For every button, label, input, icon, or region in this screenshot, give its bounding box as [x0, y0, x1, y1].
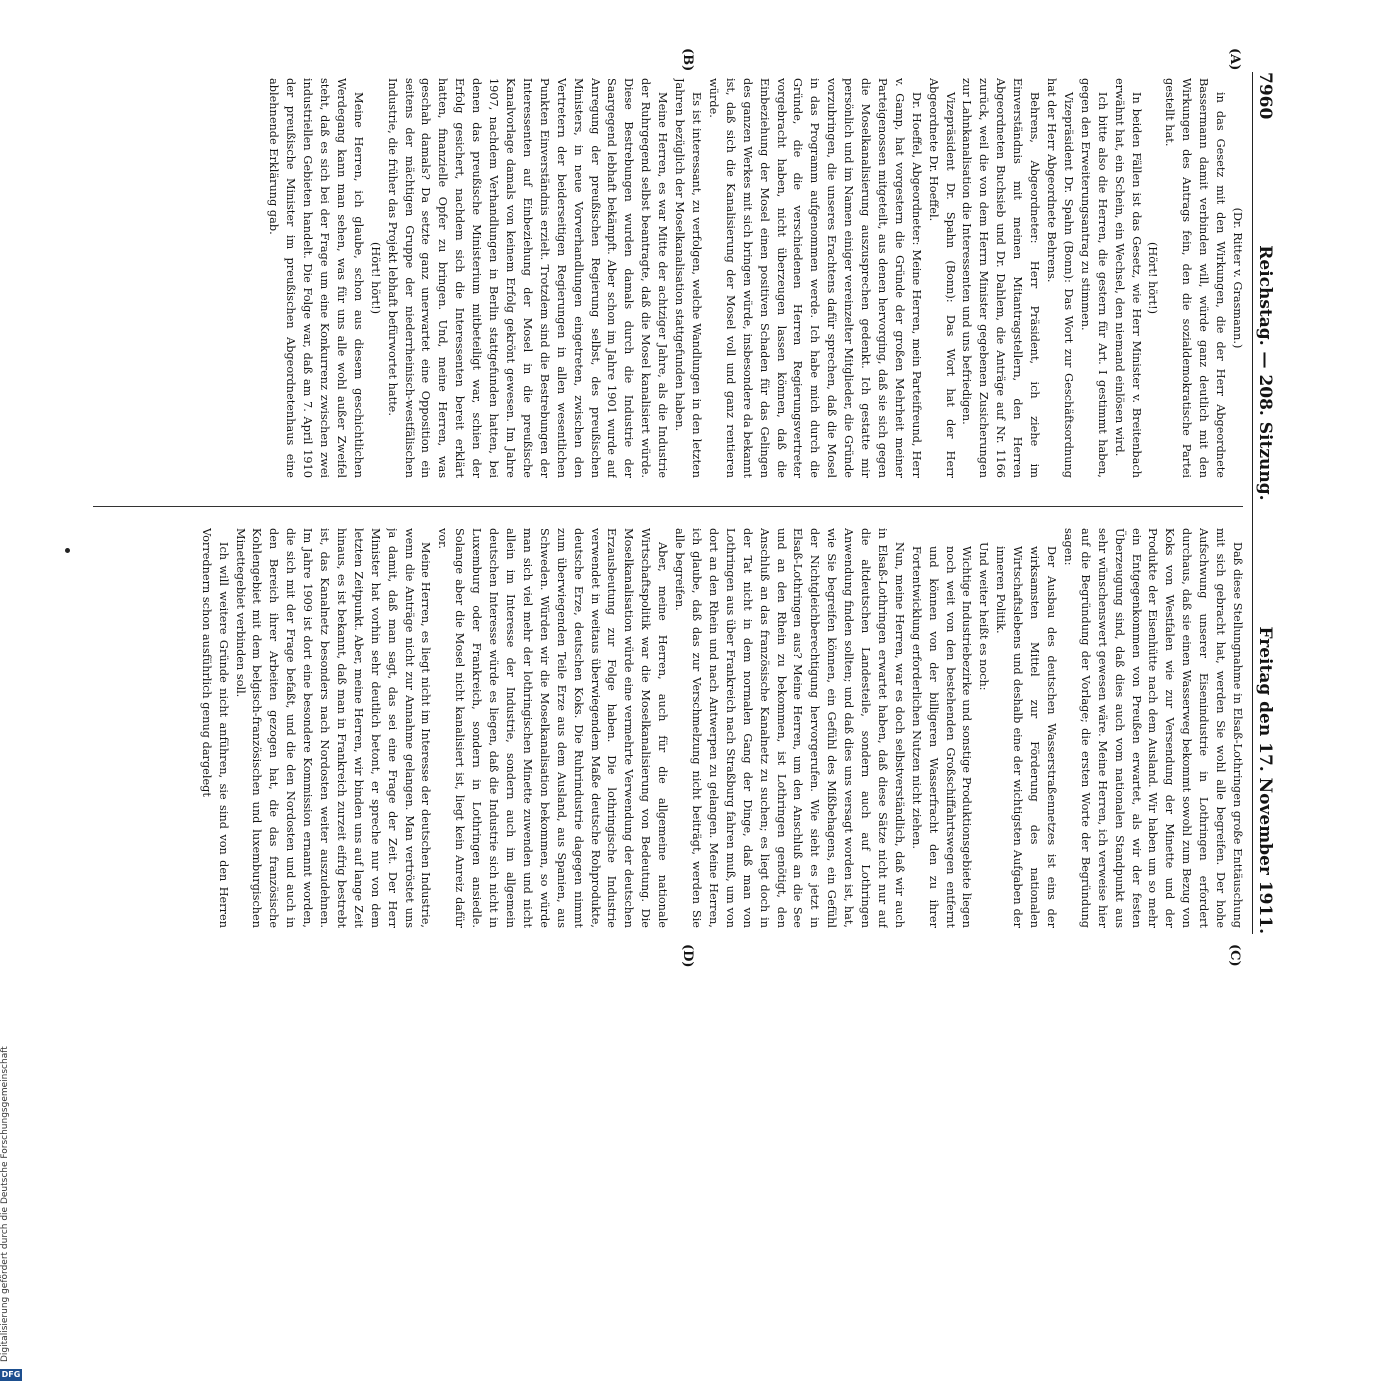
column-divider	[93, 506, 1243, 507]
paragraph: Meine Herren, es war Mitte der achtziger Jahre, als die Industrie der Ruhrgegend selbst beantragte, daß die Mosel kanalisiert würde. Diese Bestrebungen wurden damals durch die Industrie der Saargegend lebhaft bekämpft. Aber schon im Jahre 1901 wurde auf Anregung der preußischen Regierung selbst, des preußischen Ministers, in neue Vorverhandlungen eingetreten, zwischen den Vertretern der beiderseitigen Regierungen in allen wesentlichen Punkten Einverständnis erzielt. Trotzdem sind die Bestrebungen der Interessenten auf Einbeziehung der Mosel in die preußische Kanalvorlage damals von keinem Erfolg gekrönt gewesen. Im Jahre 1907, nachdem Verhandlungen in Berlin stattgefunden hatten, bei denen das preußische Ministerium mitbeteiligt war, schien der Erfolg gesichert, nachdem sich die Interessenten bereit erklärt hatten, finanzielle Opfer zu bringen. Und, meine Herren, was geschah damals? Da setzte ganz unerwartet eine Opposition ein seitens der mächtigen Gruppe der niederrheinisch-westfälischen Industrie, die früher das Projekt lebhaft befürwortet hatte.	[385, 78, 670, 478]
paragraph: Es ist interessant, zu verfolgen, welche Wandlungen in den letzten Jahren bezüglich der Moselkanalisation stattgefunden haben.	[673, 78, 703, 478]
page-number: 7960	[1255, 72, 1275, 120]
paragraph: Nun, meine Herren, war es doch selbstverständlich, daß wir auch in Elsaß-Lothringen erwartet haben, daß diese Sätze nicht nur auf die altdeutschen Landesteile, sondern auch auf Lothringen Anwendung finden sollten; und daß dies uns versagt worden ist, hat, wie Sie begreifen können, ein Gefühl des Mißbehagens, ein Gefühl der Nichtgleichberechtigung hervorgerufen. Wie sieht es jetzt in Elsaß-Lothringen aus? Meine Herren, um den Anschluß an die See und an den Rhein zu bekommen, ist Lothringen genötigt, den Anschluß an das französische Kanalnetz zu suchen; es liegt doch in der Tat nicht in dem normalen Gang der Dinge, daß man von Lothringen aus über Frankreich nach Straßburg fahren muß, um von dort an den Rhein und nach Antwerpen zu gelangen. Meine Herren, ich glaube, daß das zur Verschmelzung nicht beiträgt, werden Sie alle begreifen.	[673, 528, 906, 928]
paragraph: In beiden Fällen ist das Gesetz, wie Herr Minister v. Breitenbach erwähnt hat, ein Schein, ein Wechsel, den niemand einlösen wird.	[1112, 78, 1143, 478]
paragraph: Aber, meine Herren, auch für die allgemeine nationale Wirtschaftspolitik war die Moselkanalisierung von Bedeutung. Die Moselkanalisation würde eine vermehrte Verwendung der deutschen Erzausbeutung zur Folge haben. Die lothringische Industrie verwendet in weitaus überwiegendem Maße deutsche Rohprodukte, deutsche Erze, deutschen Koks. Die Ruhrindustrie dagegen nimmt zum überwiegenden Teile Erze aus dem Ausland, aus Spanien, aus Schweden. Würden wir die Moselkanalisation bekommen, so würde man sich viel mehr der lothringischen Minette zuwenden und nicht allein im Interesse der Industrie, sondern auch im allgemein deutschen Interesse würde es liegen, daß die Industrie sich nicht in Luxemburg oder Frankreich, sondern in Lothringen ansiedle. Solange aber die Mosel nicht kanalisiert ist, liegt kein Anreiz dafür vor.	[436, 528, 670, 928]
paragraph: Und weiter heißt es noch:	[977, 542, 991, 691]
margin-marker-d: (D)	[680, 944, 695, 968]
paragraph: Daß diese Stellungnahme in Elsaß-Lothringen große Enttäuschung mit sich gebracht hat, werden Sie wohl alle begreifen. Der hohe Aufschwung unserer Eisenindustrie in Lothringen erfordert durchaus, daß sie einen Wasserweg bekommt sowohl zum Bezug von Koks von Westfalen wie zur Versendung der Minette und der Produkte der Eisenhütte nach dem Ausland. Wir haben um so mehr ein Entgegenkommen von Preußen erwartet, als wir der festen Überzeugung sind, daß dies auch vom nationalen Standpunkt aus sehr wünschenswert gewesen wäre. Meine Herren, ich verweise hier auf die Begründung der Vorlage; die ersten Worte der Begründung sagen:	[1061, 528, 1244, 928]
ink-dot	[65, 548, 70, 553]
paragraph: (Dr. Ritter v. Grasmann.)	[1231, 207, 1244, 349]
paragraph: Vizepräsident Dr. Spahn (Bonn): Das Wort zur Geschäftsordnung hat der Herr Abgeordnete Behrens.	[1045, 78, 1075, 478]
page-date: Freitag den 17. November 1911.	[1255, 626, 1275, 934]
digitization-credit: Digitalisierung gefördert durch die Deutsche Forschungsgemeinschaft	[0, 1046, 10, 1362]
margin-marker-b: (B)	[680, 48, 695, 72]
paragraph: Wichtige Industriebezirke und sonstige Produktionsgebiete liegen noch weit von den bestehenden Großschiffahrtswegen entfernt und können von der billigeren Wasserfracht den zu ihrer Fortentwicklung erforderlichen Nutzen nicht ziehen.	[909, 546, 974, 928]
right-text-column	[83, 528, 1245, 928]
paragraph: Meine Herren, es liegt nicht im Interesse der deutschen Industrie, wenn die Anträge nicht zur Annahme gelangen. Man vertröstet uns ja damit, daß man sagt, das sei eine Frage der Zeit. Der Herr Minister hat vorhin sehr deutlich betont, er spreche nur von dem letzten Zeitpunkt. Aber, meine Herren, wir binden uns auf lange Zeit hinaus, es ist bekannt, daß man in Frankreich zurzeit eifrig bestrebt ist, das Kanalnetz besonders nach Nordosten weiter auszudehnen. Im Jahre 1909 ist dort eine besondere Kommission ernannt worden, die sich mit der Frage befaßt, und die den Nordosten und auch in den Bereich ihrer Arbeiten gezogen hat, die das französische Kohlengebiet mit dem belgisch-französischen und luxemburgischen Minettegebiet verbinden soll.	[233, 528, 433, 928]
dfg-logo: DFG	[1, 1370, 21, 1379]
paragraph: in das Gesetz mit den Wirkungen, die der Herr Abgeordnete Bassermann damit verbinden will, würde ganz deutlich mit den Wirkungen des Antrags fein, den die sozialdemokratische Partei gestellt hat.	[1163, 78, 1228, 478]
paragraph: Ich will weitere Gründe nicht anführen, sie sind von den Herren Vorrednern schon ausführlich genug dargelegt	[199, 528, 230, 928]
left-text-column	[83, 78, 1245, 478]
margin-marker-a: (A)	[1227, 48, 1242, 71]
paragraph: (Hört! hört!)	[1146, 241, 1160, 315]
page-title: Reichstag. — 208. Sitzung.	[1255, 245, 1275, 501]
paragraph: Behrens, Abgeordneter: Herr Präsident, ich ziehe im Einverständnis mit meinen Mitantragstellern, den Herren Abgeordneten Buchsieb und Dr. Dahlem, die Anträge auf Nr. 1166 zurück, weil die von dem Herrn Minister gegebenen Zusicherungen zur Lahnkanalisation die Interessenten und uns befriedigen.	[960, 78, 1042, 478]
paragraph: Ich bitte also die Herren, die gestern für Art. I gestimmt haben, gegen den Erweiterungsantrag zu stimmen.	[1078, 78, 1109, 478]
page-header	[1252, 72, 1275, 934]
margin-marker-c: (C)	[1227, 944, 1242, 967]
paragraph: Dr. Hoeffel, Abgeordneter: Meine Herren, mein Parteifreund, Herr v. Gamp, hat vorgestern die Gründe der großen Mehrheit meiner Parteigenossen mitgeteilt, aus denen hervorging, daß sie sich gegen die Moselkanalisierung auszusprechen gedenkt. Ich gestatte mir persönlich und im Namen einiger vereinzelter Mitglieder, die Gründe vorzubringen, die unseres Erachtens dafür sprechen, daß die Mosel in das Programm aufgenommen werde. Ich habe mich durch die Gründe, die die verschiedenen Herren Regierungsvertreter vorgebracht haben, nicht überzeugen lassen können, daß die Einbeziehung der Mosel einen positiven Schaden für das Gelingen des ganzen Werkes mit sich bringen würde, insbesondere da bekannt ist, daß sich die Kanalisierung der Mosel voll und ganz rentieren würde.	[706, 78, 923, 478]
paragraph: Meine Herren, ich glaube, schon aus diesem geschichtlichen Werdegang kann man sehen, was für uns alle wohl außer Zweifel steht, daß es sich bei der Frage um eine Konkurrenz zwischen zwei industriellen Gebieten handelt. Die Folge war, daß am 7. April 1910 der preußische Minister im preußischen Abgeordnetenhaus eine ablehnende Erklärung gab.	[267, 78, 365, 478]
paragraph: Der Ausbau des deutschen Wasserstraßennetzes ist eins der wirksamsten Mittel zur Förderung des nationalen Wirtschaftslebens und deshalb eine der wichtigsten Aufgaben der inneren Politik.	[994, 546, 1059, 928]
paragraph: Vizepräsident Dr. Spahn (Bonn): Das Wort hat der Herr Abgeordnete Dr. Hoeffel.	[926, 78, 957, 478]
paragraph: (Hört! hört!)	[368, 241, 382, 315]
